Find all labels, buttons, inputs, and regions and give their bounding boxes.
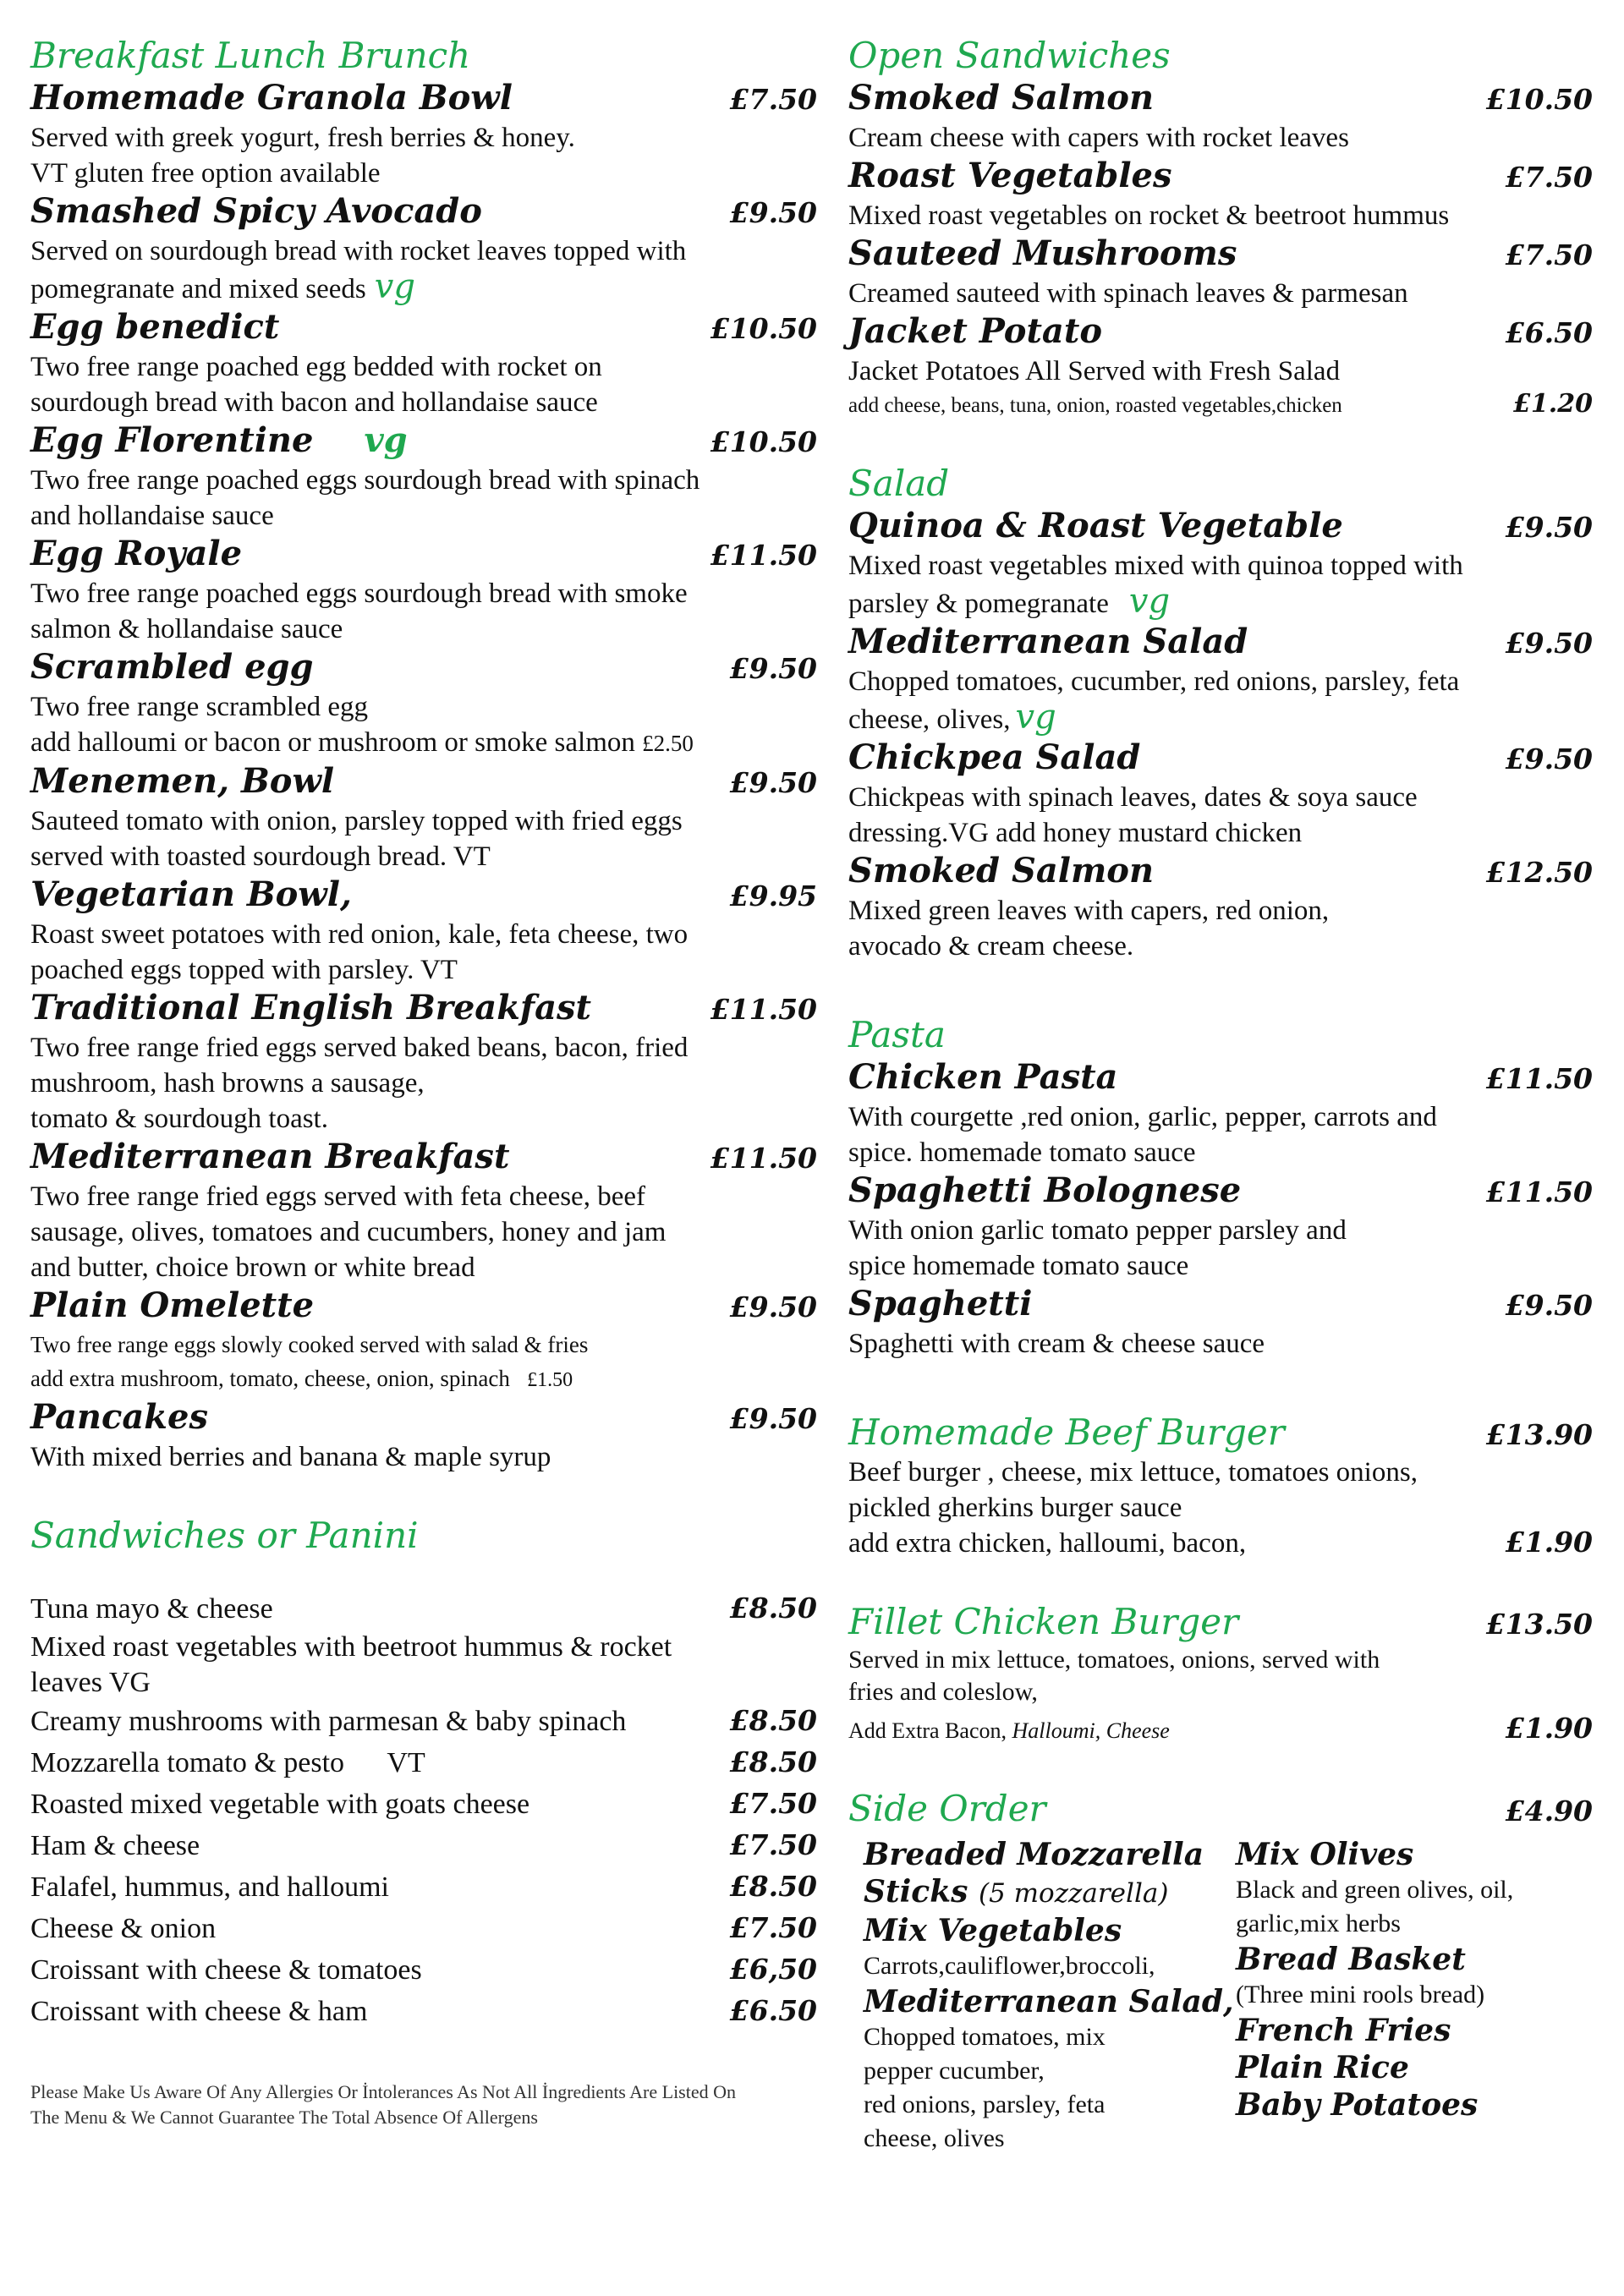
item-desc: Two free range eggs slowly cooked served with salad & fries (30, 1332, 589, 1357)
menu-item-spaghetti-bolognese (848, 1170, 1593, 1213)
menu-item-chicken-burger (848, 1600, 1593, 1644)
item-price: £11.50 (710, 539, 817, 572)
side-item-name: Bread Basket (1236, 1942, 1466, 1977)
item-desc: mushroom, hash browns a sausage, (30, 1068, 425, 1099)
item-desc: Served on sourdough bread with rocket leaves topped with (30, 236, 687, 266)
item-price: £6,50 (729, 1953, 817, 1986)
item-price: £8.50 (729, 1870, 817, 1903)
item-desc: add cheese, beans, tuna, onion, roasted vegetables,chicken (848, 394, 1342, 417)
item-name: Egg benedict (30, 307, 280, 347)
menu-item-florentine (30, 420, 817, 463)
list-item (30, 1784, 817, 1825)
item-desc: avocado & cream cheese. (848, 931, 1134, 962)
item-name: Croissant with cheese & ham (30, 1996, 368, 2027)
item-price: £13.50 (1485, 1608, 1593, 1641)
side-item-name-text: Sticks (864, 1874, 968, 1910)
menu-item-chickpea-salad (848, 737, 1593, 780)
item-price: £9.50 (1505, 627, 1593, 660)
item-price: £9.95 (729, 879, 817, 912)
item-desc: Mixed green leaves with capers, red onion, (848, 896, 1330, 926)
item-desc: Chickpeas with spinach leaves, dates & soya sauce (848, 782, 1418, 813)
item-name: Spaghetti Bolognese (848, 1170, 1242, 1210)
side-item-name: Mediterranean Salad, (864, 1984, 1234, 2019)
section-title-beef-burger: Homemade Beef Burger (848, 1411, 1285, 1453)
item-desc (848, 1714, 1170, 1748)
item-price: £7.50 (729, 1787, 817, 1820)
extra-price: £2.50 (642, 731, 694, 756)
item-desc-text: Add Extra Bacon, (848, 1718, 1007, 1743)
side-item-desc: Black and green olives, oil, (1236, 1876, 1514, 1904)
item-desc: Two free range poached egg bedded with rocket on (30, 352, 602, 382)
item-price: £9.50 (1505, 1289, 1593, 1322)
section-title-breakfast: Breakfast Lunch Brunch (30, 35, 471, 76)
item-price: £10.50 (1485, 83, 1593, 116)
item-price: £9.50 (729, 196, 817, 229)
item-name: Spaghetti (848, 1284, 1033, 1323)
menu-item-jacket-potato (848, 311, 1593, 353)
item-price: £7.50 (729, 1828, 817, 1861)
side-item-name: Baby Potatoes (1236, 2087, 1479, 2123)
item-desc: spice. homemade tomato sauce (848, 1137, 1196, 1168)
vegan-tag: vg (374, 267, 415, 306)
menu-item-pancakes (30, 1397, 817, 1439)
item-desc: Cream cheese with capers with rocket leaves (848, 123, 1349, 153)
item-price: £4.90 (1505, 1795, 1593, 1827)
menu-item-scrambled (30, 647, 817, 689)
item-desc: poached eggs topped with parsley. VT (30, 955, 458, 985)
side-item-name: Plain Rice (1236, 2050, 1409, 2085)
side-col-right (1236, 1836, 1591, 2156)
menu-item-smoked-salmon (848, 78, 1593, 120)
menu-item-menemen (30, 761, 817, 803)
item-desc: Mixed roast vegetables mixed with quinoa topped with (848, 551, 1463, 581)
side-item-desc: pepper cucumber, (864, 2057, 1045, 2085)
item-price: £7.50 (1505, 238, 1593, 271)
side-order-header (848, 1787, 1593, 1831)
item-desc: VT gluten free option available (30, 158, 381, 189)
item-desc: and hollandaise sauce (30, 501, 274, 531)
item-name: Chickpea Salad (848, 737, 1141, 777)
item-desc-italic: Halloumi, Cheese (1012, 1718, 1170, 1743)
item-price: £7.50 (1505, 161, 1593, 194)
side-item-desc: Chopped tomatoes, mix (864, 2023, 1106, 2051)
item-name-text: Egg Florentine (30, 420, 314, 460)
item-price: £11.50 (1485, 1062, 1593, 1095)
item-name: Roasted mixed vegetable with goats cheese (30, 1789, 530, 1820)
item-name: Plain Omelette (30, 1285, 315, 1325)
item-name: Mozzarella tomato & pesto VT (30, 1747, 425, 1778)
list-item (30, 1949, 817, 1991)
item-name: Tuna mayo & cheese (30, 1593, 273, 1625)
allergy-note-line: The Menu & We Cannot Guarantee The Total Absence Of Allergens (30, 2107, 538, 2128)
item-price: £9.50 (1505, 511, 1593, 544)
item-desc (30, 725, 817, 761)
item-desc: served with toasted sourdough bread. VT (30, 841, 491, 872)
side-item-name: Mix Olives (1236, 1837, 1414, 1872)
item-name: Egg Royale (30, 534, 243, 573)
item-desc: Two free range fried eggs served with feta cheese, beef (30, 1181, 645, 1212)
item-desc: and butter, choice brown or white bread (30, 1252, 475, 1283)
section-title-sandwiches: Sandwiches or Panini (30, 1515, 419, 1556)
item-name: Chicken Pasta (848, 1057, 1118, 1097)
list-item (30, 1588, 817, 1630)
item-desc: sourdough bread with bacon and hollandaise sauce (30, 387, 598, 418)
item-price: £11.50 (710, 1142, 817, 1175)
item-desc (30, 269, 817, 307)
right-column (848, 34, 1593, 2156)
list-item (30, 1665, 817, 1701)
item-desc: With mixed berries and banana & maple syrup (30, 1442, 551, 1472)
item-desc: tomato & sourdough toast. (30, 1104, 328, 1134)
item-price: £8.50 (729, 1745, 817, 1778)
extra-price: £1.90 (1505, 1712, 1593, 1745)
item-price: £9.50 (729, 766, 817, 799)
item-name: Sauteed Mushrooms (848, 233, 1237, 273)
item-desc: Two free range fried eggs served baked beans, bacon, fried (30, 1033, 689, 1063)
menu-item-roast-vegetables (848, 156, 1593, 198)
item-name: Smoked Salmon (848, 851, 1155, 890)
item-desc: Mixed roast vegetables on rocket & beetroot hummus (848, 200, 1450, 231)
item-name: Mediterranean Breakfast (30, 1137, 510, 1176)
item-price: £13.90 (1485, 1418, 1593, 1451)
menu-item-beef-burger (848, 1411, 1593, 1455)
item-desc: With courgette ,red onion, garlic, pepper, carrots and (848, 1102, 1437, 1132)
item-price: £9.50 (729, 1290, 817, 1323)
item-desc: dressing.VG add honey mustard chicken (848, 818, 1303, 848)
menu-item-english-breakfast (30, 988, 817, 1030)
side-item-desc: Carrots,cauliflower,broccoli, (864, 1952, 1155, 1980)
menu-item-benedict (30, 307, 817, 349)
item-desc: spice homemade tomato sauce (848, 1251, 1189, 1281)
sandwich-list (30, 1588, 817, 2032)
item-name: Cheese & onion (30, 1913, 217, 1944)
item-desc: pickled gherkins burger sauce (848, 1493, 1182, 1523)
menu-item-vegetarian-bowl (30, 874, 817, 917)
item-price: £9.50 (1505, 743, 1593, 775)
item-price: £11.50 (1485, 1175, 1593, 1208)
item-price: £8.50 (729, 1704, 817, 1737)
side-item-desc: red onions, parsley, feta (864, 2091, 1106, 2118)
item-desc: Jacket Potatoes All Served with Fresh Salad (848, 356, 1341, 386)
side-item-name (864, 1873, 1236, 1912)
item-price: £10.50 (710, 425, 817, 458)
item-desc-text: add halloumi or bacon or mushroom or smoke salmon (30, 727, 635, 758)
list-item (30, 1742, 817, 1784)
side-item-note: (5 mozzarella) (978, 1878, 1169, 1909)
item-desc-text: parsley & pomegranate (848, 589, 1109, 619)
item-name: Mixed roast vegetables with beetroot hummus & rocket (30, 1631, 672, 1663)
item-name: Croissant with cheese & tomatoes (30, 1954, 422, 1986)
item-desc: sausage, olives, tomatoes and cucumbers, honey and jam (30, 1217, 667, 1247)
item-desc (848, 699, 1593, 737)
allergy-note-line: Please Make Us Aware Of Any Allergies Or İntolerances As Not All İngredients Are Listed On (30, 2081, 737, 2102)
item-name: Creamy mushrooms with parmesan & baby spinach (30, 1706, 627, 1737)
menu-item-granola (30, 78, 817, 120)
menu-item-quinoa (848, 506, 1593, 548)
section-title-pasta: Pasta (848, 1014, 946, 1055)
item-name: Homemade Granola Bowl (30, 78, 513, 118)
item-price: £6.50 (1505, 316, 1593, 349)
item-desc: Served in mix lettuce, tomatoes, onions, served with (848, 1646, 1380, 1674)
item-extra (848, 1526, 1593, 1561)
menu-item-chicken-pasta (848, 1057, 1593, 1099)
item-name (30, 420, 408, 461)
section-title-chicken-burger: Fillet Chicken Burger (848, 1601, 1239, 1642)
item-extra (848, 1712, 1593, 1748)
extra-price: £1.90 (1505, 1526, 1593, 1559)
item-name: Jacket Potato (848, 311, 1102, 351)
vegan-tag: vg (1015, 698, 1056, 737)
allergy-note (30, 2080, 817, 2130)
item-name: Menemen, Bowl (30, 761, 335, 801)
item-desc: Sauteed tomato with onion, parsley topped with fried eggs (30, 806, 683, 836)
item-name: Traditional English Breakfast (30, 988, 592, 1027)
menu-item-smoked-salmon-salad (848, 851, 1593, 893)
side-col-left (864, 1836, 1236, 2156)
menu-item-spaghetti (848, 1284, 1593, 1326)
item-price: £7.50 (729, 1911, 817, 1944)
item-price: £11.50 (710, 993, 817, 1026)
list-item (30, 1701, 817, 1742)
list-item (30, 1825, 817, 1866)
list-item (30, 1630, 817, 1665)
item-price: £6.50 (729, 1994, 817, 2027)
item-desc: Creamed sauteed with spinach leaves & parmesan (848, 278, 1408, 309)
extra-price: £1.50 (527, 1369, 573, 1391)
item-desc: Roast sweet potatoes with red onion, kale, feta cheese, two (30, 919, 689, 950)
extra-price: £1.20 (1513, 389, 1593, 419)
item-extra (848, 389, 1593, 423)
item-name: Roast Vegetables (848, 156, 1172, 195)
item-desc: Two free range poached eggs sourdough bread with smoke (30, 578, 688, 609)
menu-item-mediterranean-salad (848, 622, 1593, 664)
item-price: £8.50 (729, 1592, 817, 1625)
menu-item-omelette (30, 1285, 817, 1328)
item-desc: fries and coleslow, (848, 1678, 1038, 1706)
side-item-desc: (Three mini rools bread) (1236, 1981, 1485, 2008)
item-desc-text: cheese, olives, (848, 704, 1011, 735)
vegan-tag: vg (364, 420, 408, 460)
item-name: Mediterranean Salad (848, 622, 1248, 661)
list-item (30, 1991, 817, 2032)
item-name: Scrambled egg (30, 647, 314, 687)
section-title-side-order: Side Order (848, 1788, 1046, 1829)
vegan-tag: vg (1128, 582, 1171, 621)
item-price: £12.50 (1485, 856, 1593, 889)
menu-item-royale (30, 534, 817, 576)
item-desc: Two free range poached eggs sourdough bread with spinach (30, 465, 700, 496)
item-desc: With onion garlic tomato pepper parsley and (848, 1215, 1347, 1246)
side-item-desc: cheese, olives (864, 2124, 1005, 2152)
item-desc: add extra chicken, halloumi, bacon, (848, 1528, 1247, 1559)
item-desc: Beef burger , cheese, mix lettuce, tomatoes onions, (848, 1457, 1418, 1488)
menu-item-avocado (30, 191, 817, 233)
side-item-desc: garlic,mix herbs (1236, 1910, 1401, 1937)
item-name: Pancakes (30, 1397, 208, 1437)
item-desc: salmon & hollandaise sauce (30, 614, 343, 644)
item-name: leaves VG (30, 1667, 151, 1698)
item-desc: Chopped tomatoes, cucumber, red onions, parsley, feta (848, 666, 1460, 697)
item-desc: Served with greek yogurt, fresh berries & honey. (30, 123, 575, 153)
item-name: Ham & cheese (30, 1830, 200, 1861)
item-desc-text: pomegranate and mixed seeds (30, 274, 366, 304)
menu-item-sauteed-mushrooms (848, 233, 1593, 276)
list-item (30, 1866, 817, 1908)
item-price: £10.50 (710, 312, 817, 345)
item-desc: Two free range scrambled egg (30, 692, 368, 722)
item-price: £9.50 (729, 652, 817, 685)
item-name: Smoked Salmon (848, 78, 1155, 118)
item-desc-text: add extra mushroom, tomato, cheese, onion, spinach (30, 1366, 510, 1391)
item-desc: Spaghetti with cream & cheese sauce (848, 1329, 1265, 1359)
item-price: £7.50 (729, 83, 817, 116)
side-item-name: Breaded Mozzarella (864, 1837, 1204, 1872)
item-price: £9.50 (729, 1402, 817, 1435)
item-desc (30, 1362, 817, 1397)
item-desc (848, 584, 1593, 622)
side-order-list (848, 1836, 1593, 2156)
item-name: Vegetarian Bowl, (30, 874, 352, 914)
section-title-open-sandwiches: Open Sandwiches (848, 35, 1171, 76)
item-name: Smashed Spicy Avocado (30, 191, 482, 231)
item-name: Falafel, hummus, and halloumi (30, 1871, 389, 1903)
list-item (30, 1908, 817, 1949)
menu-item-mediterranean-breakfast (30, 1137, 817, 1179)
side-item-name: Mix Vegetables (864, 1913, 1122, 1948)
side-item-name: French Fries (1236, 2013, 1451, 2048)
left-column (30, 34, 817, 2130)
section-title-salad: Salad (848, 463, 950, 504)
item-name: Quinoa & Roast Vegetable (848, 506, 1343, 545)
